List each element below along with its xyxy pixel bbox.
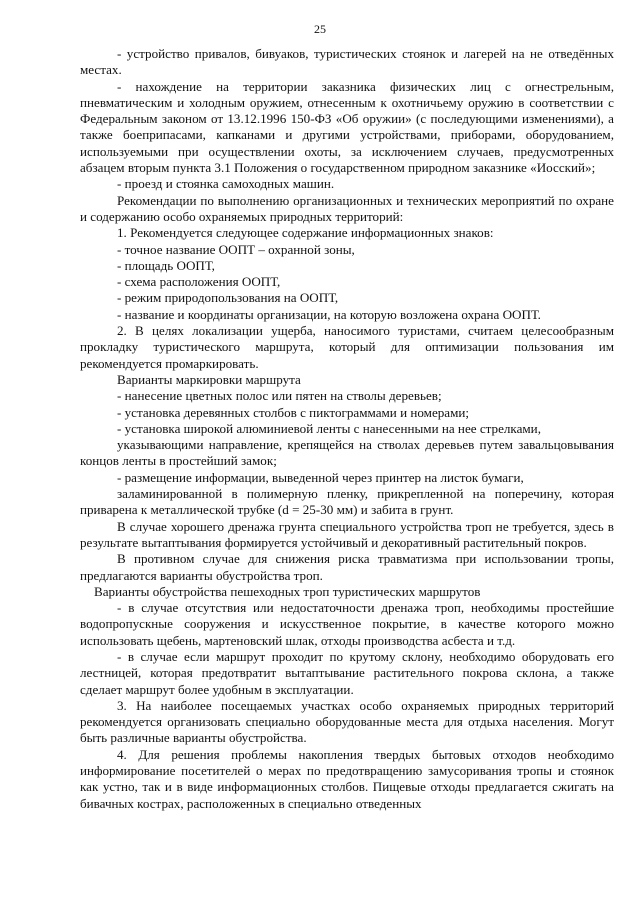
paragraph: - установка широкой алюминиевой ленты с нанесенными на нее стрелками, bbox=[117, 420, 541, 436]
paragraph: заламинированной в полимерную пленку, прикрепленной на поперечину, которая приварена к металлической трубке (d = 25-30 мм) и забита в грунт. bbox=[80, 486, 614, 518]
paragraph: Варианты обустройства пешеходных троп туристических маршрутов bbox=[94, 583, 481, 599]
paragraph: - в случае отсутствия или недостаточности дренажа троп, необходимы простейшие водопропускные сооружения и искусственное покрытие, в качестве которого можно использовать щебень, мартеновский шлак, отходы производства асбеста и т.д. bbox=[80, 600, 614, 648]
paragraph: - нахождение на территории заказника физических лиц с огнестрельным, пневматическим и холодным оружием, отнесенным к охотничьему оружию в соответствии с Федеральным законом от 13.12.1996 150-ФЗ «Об оружии» (с последующими изменениями), а также боеприпасами, капканами и другими устройствами, приборами, оборудованием, используемыми при осуществлении охоты, за исключением случаев, предусмотренных абзацем вторым пункта 3.1 Положения о государственном природном заказнике «Иосский»; bbox=[80, 78, 614, 176]
paragraph: - устройство привалов, бивуаков, туристических стоянок и лагерей на не отведённых местах. bbox=[80, 46, 614, 78]
paragraph: 1. Рекомендуется следующее содержание информационных знаков: bbox=[117, 225, 494, 241]
paragraph: 3. На наиболее посещаемых участках особо охраняемых природных территорий рекомендуется организовать специально оборудованные места для отдыха населения. Могут быть различные варианты обустройства. bbox=[80, 697, 614, 746]
paragraph: Варианты маркировки маршрута bbox=[117, 371, 301, 387]
paragraph: указывающими направление, крепящейся на стволах деревьев путем завальцовывания концов ленты в простейший замок; bbox=[80, 437, 614, 469]
paragraph: 2. В целях локализации ущерба, наносимого туристами, считаем целесообразным прокладку туристического маршрута, который для оптимизации пользования им рекомендуется промаркировать. bbox=[80, 323, 614, 371]
paragraph: - режим природопользования на ООПТ, bbox=[117, 290, 339, 306]
paragraph: - точное название ООПТ – охранной зоны, bbox=[117, 241, 355, 257]
paragraph: - размещение информации, выведенной через принтер на листок бумаги, bbox=[117, 469, 524, 485]
paragraph: - схема расположения ООПТ, bbox=[117, 274, 281, 290]
paragraph: - площадь ООПТ, bbox=[117, 257, 215, 273]
paragraph: - проезд и стоянка самоходных машин. bbox=[117, 176, 335, 192]
paragraph: В случае хорошего дренажа грунта специального устройства троп не требуется, здесь в результате вытаптывания формируется устойчивый и декоративный растительный покров. bbox=[80, 518, 614, 550]
paragraph: - нанесение цветных полос или пятен на стволы деревьев; bbox=[117, 388, 442, 404]
paragraph: - в случае если маршрут проходит по крутому склону, необходимо оборудовать его лестницей, которая предотвратит вытаптывание растительного покрова склона, а также сделает маршрут более удобным в эксплуатации. bbox=[80, 648, 614, 697]
document-body bbox=[80, 46, 614, 812]
page-number: 25 bbox=[314, 22, 326, 36]
paragraph: - установка деревянных столбов с пиктограммами и номерами; bbox=[117, 404, 470, 420]
paragraph: - название и координаты организации, на которую возложена охрана ООПТ. bbox=[117, 306, 541, 322]
paragraph: 4. Для решения проблемы накопления твердых бытовых отходов необходимо информирование посетителей о мерах по предотвращению замусоривания тропы и стоянок как устно, так и в виде информационных столбов. Пищевые отходы предлагается сжигать на бивачных кострах, расположенных в специально отведенных bbox=[80, 746, 614, 811]
paragraph: Рекомендации по выполнению организационных и технических мероприятий по охране и содержанию особо охраняемых природных территорий: bbox=[80, 192, 614, 224]
paragraph: В противном случае для снижения риска травматизма при использовании тропы, предлагаются варианты обустройства троп. bbox=[80, 551, 614, 583]
